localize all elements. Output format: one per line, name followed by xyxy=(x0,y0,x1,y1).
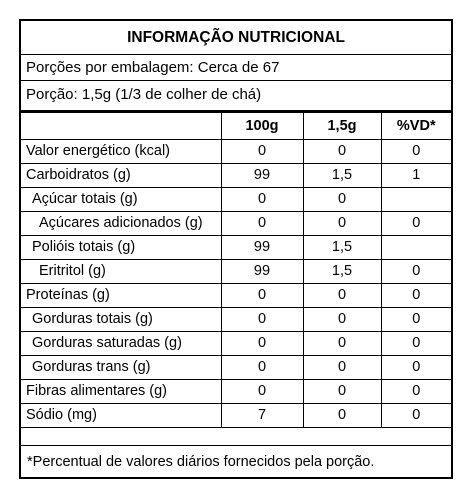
daily-value-percent: 0 xyxy=(381,212,451,236)
daily-value-percent: 0 xyxy=(381,380,451,404)
value-per-portion: 0 xyxy=(303,308,381,332)
table-header-row xyxy=(21,113,451,140)
daily-value-percent: 0 xyxy=(381,404,451,428)
daily-value-percent: 0 xyxy=(381,284,451,308)
value-per-100g: 7 xyxy=(221,404,303,428)
table-row xyxy=(21,140,451,164)
value-per-100g: 0 xyxy=(221,188,303,212)
table-row xyxy=(21,260,451,284)
daily-value-percent xyxy=(381,236,451,260)
value-per-100g: 0 xyxy=(221,284,303,308)
value-per-100g: 0 xyxy=(221,356,303,380)
table-row xyxy=(21,164,451,188)
table-row xyxy=(21,380,451,404)
value-per-100g: 99 xyxy=(221,236,303,260)
nutrition-title: INFORMAÇÃO NUTRICIONAL xyxy=(21,21,451,55)
daily-value-percent: 0 xyxy=(381,140,451,164)
value-per-portion: 0 xyxy=(303,188,381,212)
table-row xyxy=(21,308,451,332)
value-per-portion: 1,5 xyxy=(303,164,381,188)
nutrient-name: Gorduras saturadas (g) xyxy=(21,332,221,356)
value-per-100g: 0 xyxy=(221,140,303,164)
daily-value-percent: 0 xyxy=(381,260,451,284)
value-per-100g: 0 xyxy=(221,308,303,332)
daily-value-percent: 0 xyxy=(381,308,451,332)
value-per-100g: 0 xyxy=(221,380,303,404)
nutrient-name: Gorduras trans (g) xyxy=(21,356,221,380)
column-header: %VD* xyxy=(381,113,451,140)
nutrition-table xyxy=(21,112,451,428)
value-per-100g: 99 xyxy=(221,260,303,284)
nutrient-name: Açúcar totais (g) xyxy=(21,188,221,212)
nutrient-name: Valor energético (kcal) xyxy=(21,140,221,164)
serving-size: Porção: 1,5g (1/3 de colher de chá) xyxy=(21,81,451,112)
value-per-100g: 0 xyxy=(221,212,303,236)
table-row xyxy=(21,284,451,308)
table-row xyxy=(21,332,451,356)
column-header: 100g xyxy=(221,113,303,140)
value-per-portion: 0 xyxy=(303,332,381,356)
value-per-portion: 1,5 xyxy=(303,236,381,260)
value-per-portion: 0 xyxy=(303,140,381,164)
table-row xyxy=(21,188,451,212)
nutrient-name: Gorduras totais (g) xyxy=(21,308,221,332)
nutrient-name: Polióis totais (g) xyxy=(21,236,221,260)
servings-per-package: Porções por embalagem: Cerca de 67 xyxy=(21,55,451,81)
nutrient-name: Carboidratos (g) xyxy=(21,164,221,188)
daily-value-percent: 0 xyxy=(381,356,451,380)
nutrient-name: Proteínas (g) xyxy=(21,284,221,308)
value-per-portion: 0 xyxy=(303,212,381,236)
nutrition-facts-panel xyxy=(19,19,453,479)
value-per-100g: 0 xyxy=(221,332,303,356)
daily-value-percent xyxy=(381,188,451,212)
value-per-portion: 0 xyxy=(303,380,381,404)
column-header: 1,5g xyxy=(303,113,381,140)
value-per-portion: 0 xyxy=(303,356,381,380)
daily-value-percent: 0 xyxy=(381,332,451,356)
nutrient-name: Eritritol (g) xyxy=(21,260,221,284)
daily-value-percent: 1 xyxy=(381,164,451,188)
table-row xyxy=(21,236,451,260)
table-row xyxy=(21,356,451,380)
value-per-portion: 0 xyxy=(303,404,381,428)
nutrient-name: Fibras alimentares (g) xyxy=(21,380,221,404)
nutrient-name: Sódio (mg) xyxy=(21,404,221,428)
column-header xyxy=(21,113,221,140)
nutrient-name: Açúcares adicionados (g) xyxy=(21,212,221,236)
value-per-100g: 99 xyxy=(221,164,303,188)
table-row xyxy=(21,212,451,236)
value-per-portion: 0 xyxy=(303,284,381,308)
table-row xyxy=(21,404,451,428)
value-per-portion: 1,5 xyxy=(303,260,381,284)
footnote: *Percentual de valores diários fornecidos pela porção. xyxy=(21,445,451,475)
